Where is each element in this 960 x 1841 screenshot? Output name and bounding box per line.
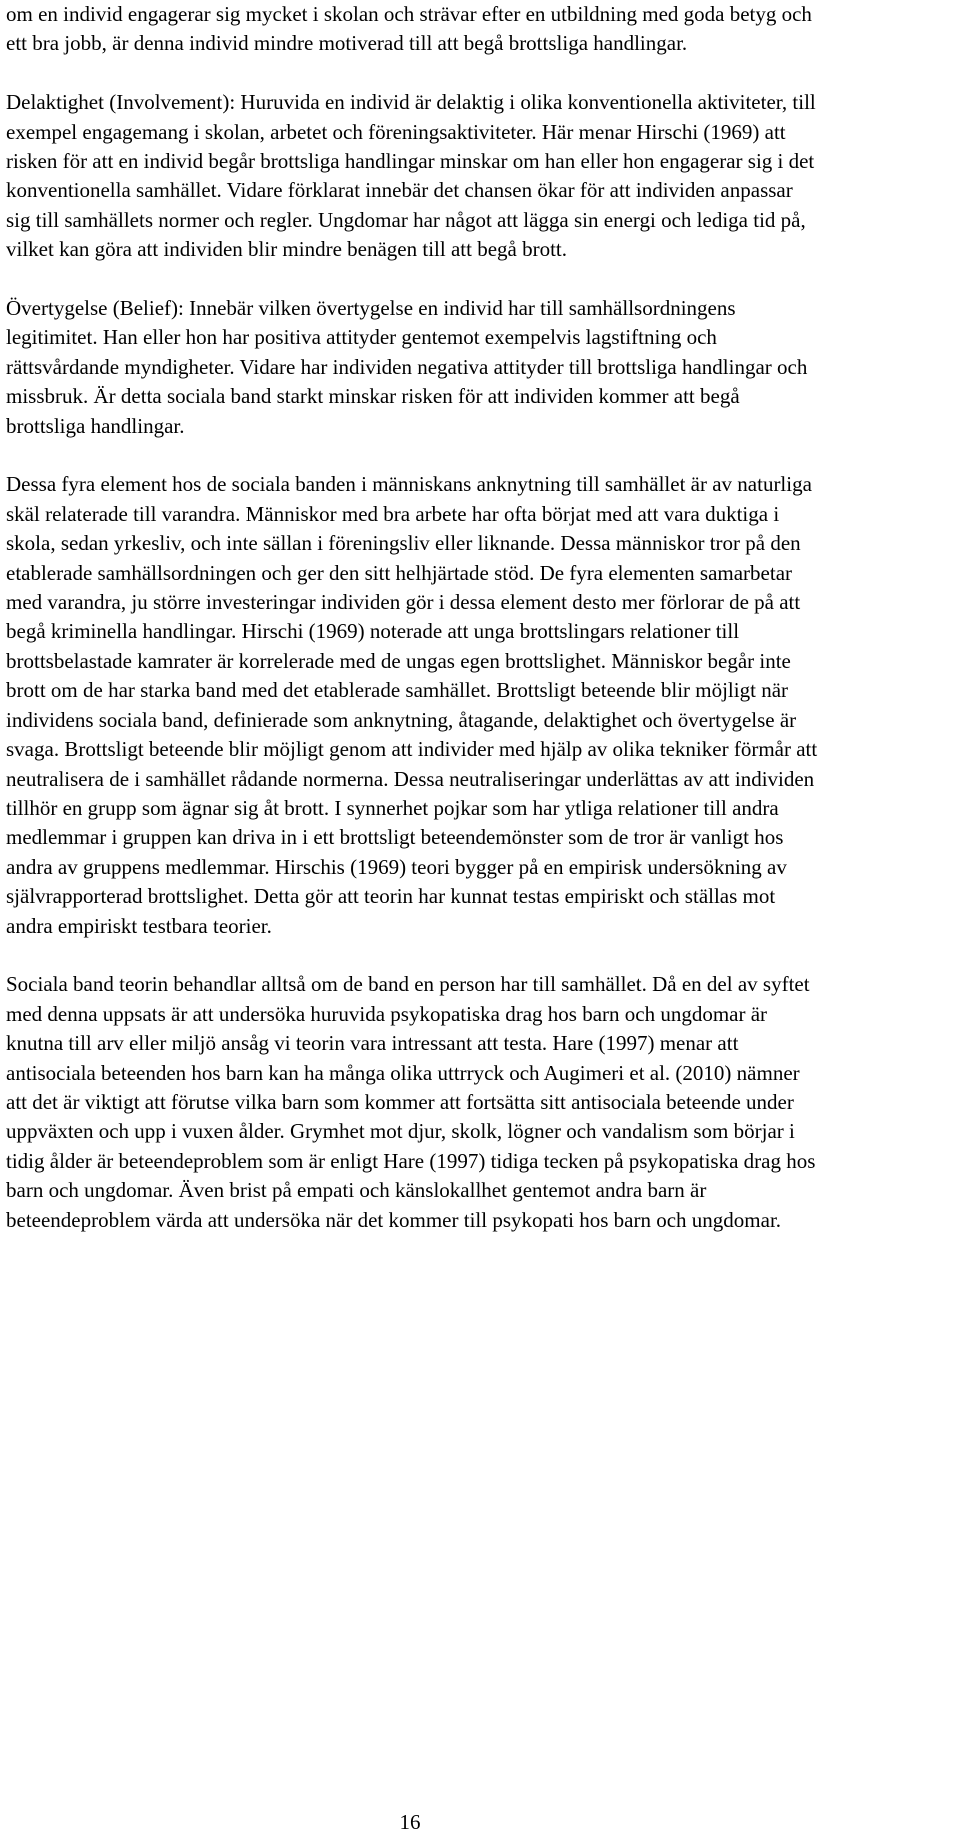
paragraph-belief: Övertygelse (Belief): Innebär vilken övertygelse en individ har till samhällsordningens legitimitet. Han eller hon har positiva attityder gentemot exempelvis lagstiftning och rättsvårdande myndigheter. Vidare har individen negativa attityder till brottsliga handlingar och missbruk. Är detta sociala band starkt minskar risken för att individen kommer att begå brottsliga handlingar. [6,296,808,438]
page-number: 16 [399,1810,421,1834]
paragraph-involvement: Delaktighet (Involvement): Huruvida en individ är delaktig i olika konventionella aktiviteter, till exempel engagemang i skolan, arbetet och föreningsaktiviteter. Här menar Hirschi (1969) att risken för att en individ begår brottsliga handlingar minskar om han eller hon engagerar sig i det konventionella samhället. Vidare förklarat innebär det chansen ökar för att individen anpassar sig till samhällets normer och regler. Ungdomar har något att lägga sin energi och lediga tid på, vilket kan göra att individen blir mindre benägen till att begå brott. [6,90,816,262]
paragraph-four-elements: Dessa fyra element hos de sociala banden i människans anknytning till samhället är av naturliga skäl relaterade till varandra. Människor med bra arbete har ofta börjat med att vara duktiga i skola, sedan yrkesliv, och inte sällan i föreningsliv eller liknande. Dessa människor tror på den etablerade samhällsordningen och ger den sitt helhjärtade stöd. De fyra elementen samarbetar med varandra, ju större investeringar individen gör i dessa element desto mer förlorar de på att begå kriminella handlingar. Hirschi (1969) noterade att unga brottslingars relationer till brottsbelastade kamrater är korrelerade med de ungas egen brottslighet. Människor begår inte brott om de har starka band med det etablerade samhället. Brottsligt beteende blir möjligt när individens sociala band, definierade som anknytning, åtagande, delaktighet och övertygelse är svaga. Brottsligt beteende blir möjligt genom att individer med hjälp av olika tekniker förmår att neutralisera de i samhället rådande normerna. Dessa neutraliseringar underlättas av att individen tillhör en grupp som ägnar sig åt brott. I synnerhet pojkar som har ytliga relationer till andra medlemmar i gruppen kan driva in i ett brottsligt beteendemönster som de tror är vanligt hos andra av gruppens medlemmar. Hirschis (1969) teori bygger på en empirisk undersökning av självrapporterad brottslighet. Detta gör att teorin har kunnat testas empiriskt och ställas mot andra empiriskt testbara teorier. [6,472,818,938]
paragraph-social-bond-theory: Sociala band teorin behandlar alltså om de band en person har till samhället. Då en del av syftet med denna uppsats är att undersöka huruvida psykopatiska drag hos barn och ungdomar är knutna till arv eller miljö ansåg vi teorin vara intressant att testa. Hare (1997) menar att antisociala beteenden hos barn kan ha många olika uttrryck och Augimeri et al. (2010) nämner att det är viktigt att förutse vilka barn som kommer att fortsätta sitt antisociala beteende under uppväxten och upp i vuxen ålder. Grymhet mot djur, skolk, lögner och vandalism som börjar i tidig ålder är beteendeproblem som är enligt Hare (1997) tidiga tecken på psykopatiska drag hos barn och ungdomar. Även brist på empati och känslokallhet gentemot andra barn är beteendeproblem värda att undersöka när det kommer till psykopati hos barn och ungdomar. [6,972,816,1232]
document-body [6,0,818,1264]
paragraph-commitment-end: om en individ engagerar sig mycket i skolan och strävar efter en utbildning med goda betyg och ett bra jobb, är denna individ mindre motiverad till att begå brottsliga handlingar. [6,2,812,56]
